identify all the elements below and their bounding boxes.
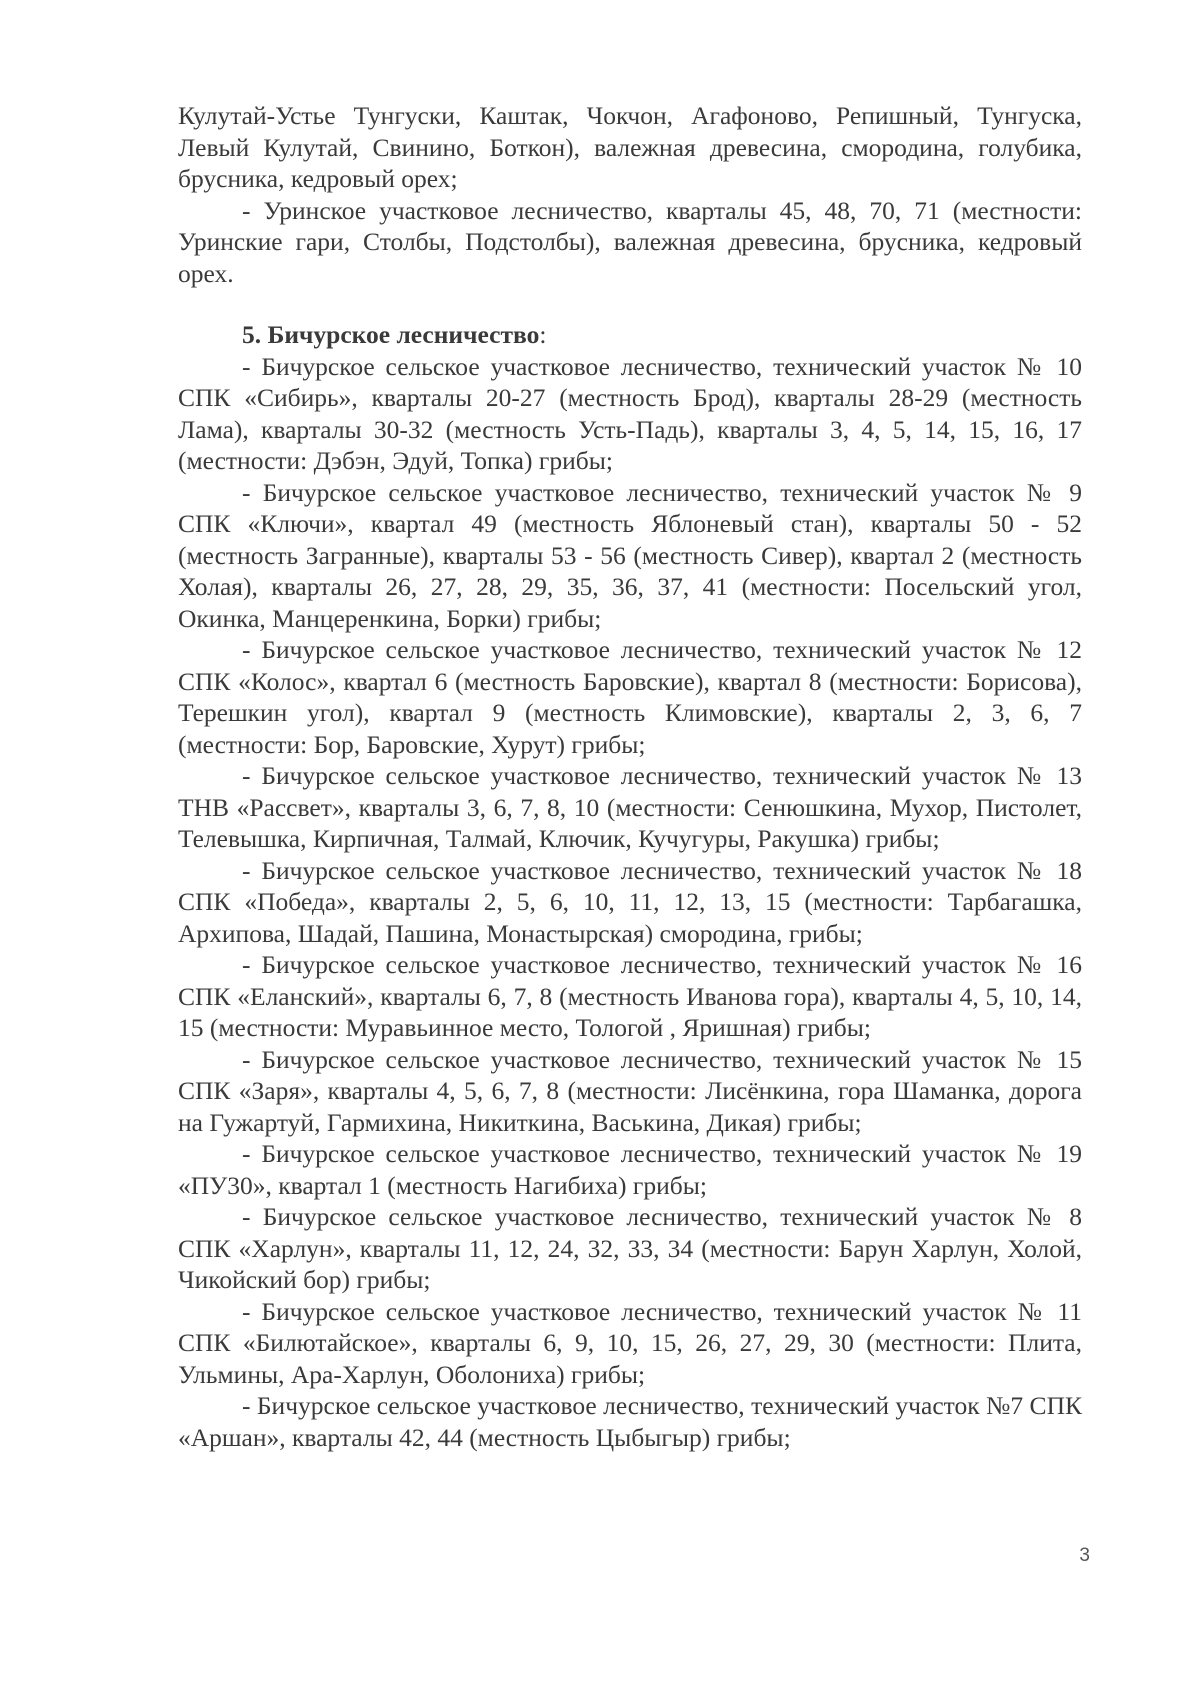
list-item: - Бичурское сельское участковое лесничество, технический участок № 18 СПК «Победа», кварталы 2, 5, 6, 10, 11, 12, 13, 15 (местности: Тарбагашка, Архипова, Шадай, Пашина, Монастырская) смородина, грибы; bbox=[178, 855, 1082, 948]
section-number: 5. bbox=[242, 320, 262, 349]
list-item: - Бичурское сельское участковое лесничество, технический участок № 16 СПК «Еланский», кварталы 6, 7, 8 (местность Иванова гора), кварталы 4, 5, 10, 14, 15 (местности: Муравьинное место, Тологой , Яришная) грибы; bbox=[178, 950, 1082, 1042]
page-number: 3 bbox=[1079, 1545, 1090, 1566]
list-item: - Бичурское сельское участковое лесничество, технический участок № 10 СПК «Сибирь», кварталы 20-27 (местность Брод), кварталы 28-29 (местность Лама), кварталы 30-32 (местность Усть-Падь), кварталы 3, 4, 5, 14, 15, 16, 17 (местности: Дэбэн, Эдуй, Топка) грибы; bbox=[178, 351, 1082, 475]
intro-paragraph-1: Кулутай-Устье Тунгуски, Каштак, Чокчон, Агафоново, Репишный, Тунгуска, Левый Кулутай, Свинино, Боткон), валежная древесина, смородина, голубика, брусника, кедровый орех; bbox=[178, 101, 1082, 193]
list-item: - Бичурское сельское участковое лесничество, технический участок № 15 СПК «Заря», кварталы 4, 5, 6, 7, 8 (местности: Лисёнкина, гора Шаманка, дорога на Гужартуй, Гармихина, Никиткина, Васькина, Дикая) грибы; bbox=[178, 1044, 1082, 1137]
list-item: - Бичурское сельское участковое лесничество, технический участок № 13 ТНВ «Рассвет», кварталы 3, 6, 7, 8, 10 (местности: Сенюшкина, Мухор, Пистолет, Телевышка, Кирпичная, Талмай, Ключик, Кучугуры, Ракушка) грибы; bbox=[178, 761, 1082, 853]
section-title-suffix: : bbox=[539, 320, 547, 349]
list-item: - Бичурское сельское участковое лесничество, технический участок № 12 СПК «Колос», квартал 6 (местность Баровские), квартал 8 (местности: Борисова), Терешкин угол), квартал 9 (местность Климовские), кварталы 2, 3, 6, 7 (местности: Бор, Баровские, Хурут) грибы; bbox=[178, 635, 1082, 759]
list-item: - Бичурское сельское участковое лесничество, технический участок № 9 СПК «Ключи», квартал 49 (местность Яблоневый стан), кварталы 50 - 52 (местность Загранные), кварталы 53 - 56 (местность Сивер), квартал 2 (местность Холая), кварталы 26, 27, 28, 29, 35, 36, 37, 41 (местности: Посельский угол, Окинка, Манцеренкина, Борки) грибы; bbox=[178, 477, 1082, 633]
section-heading bbox=[178, 319, 1082, 351]
intro-paragraph-2: - Уринское участковое лесничество, кварталы 45, 48, 70, 71 (местности: Уринские гари, Столбы, Подстолбы), валежная древесина, брусника, кедровый орех. bbox=[178, 195, 1082, 288]
list-item: - Бичурское сельское участковое лесничество, технический участок № 11 СПК «Билютайское», кварталы 6, 9, 10, 15, 26, 27, 29, 30 (местности: Плита, Ульмины, Ара-Харлун, Оболониха) грибы; bbox=[178, 1296, 1082, 1389]
document-body bbox=[178, 100, 1082, 1453]
list-item: - Бичурское сельское участковое лесничество, технический участок №7 СПК «Аршан», кварталы 42, 44 (местность Цыбыгыр) грибы; bbox=[178, 1391, 1082, 1452]
list-item: - Бичурское сельское участковое лесничество, технический участок № 8 СПК «Харлун», кварталы 11, 12, 24, 32, 33, 34 (местности: Барун Харлун, Холой, Чикойский бор) грибы; bbox=[178, 1202, 1082, 1294]
section-title: Бичурское лесничество bbox=[267, 320, 540, 349]
list-item: - Бичурское сельское участковое лесничество, технический участок № 19 «ПУ30», квартал 1 (местность Нагибиха) грибы; bbox=[178, 1139, 1082, 1200]
